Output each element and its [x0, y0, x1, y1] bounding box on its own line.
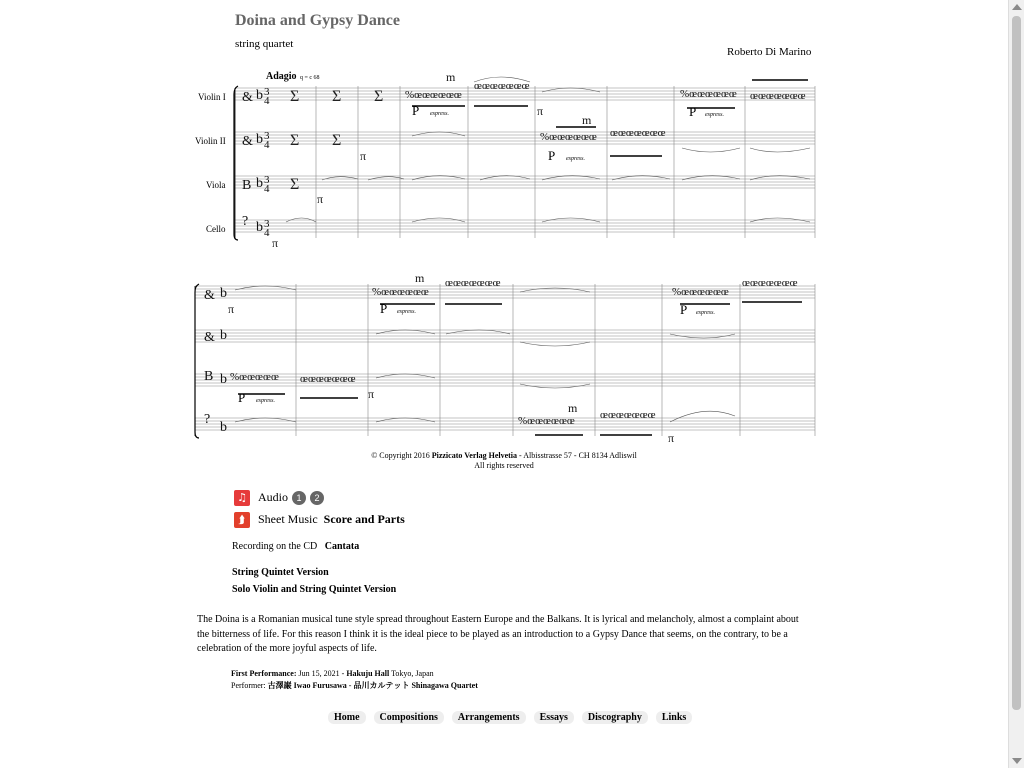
first-performance	[231, 668, 434, 680]
instrument-viola: Viola	[206, 180, 226, 190]
performance-city: Tokyo, Japan	[391, 669, 434, 678]
svg-text:%œœœœœœ: %œœœœœœ	[680, 88, 737, 100]
svg-text:&: &	[242, 90, 253, 105]
performer-separator: -	[348, 681, 352, 690]
dynamic-piano-6: P	[238, 390, 246, 405]
svg-text:&: &	[204, 330, 215, 345]
dynamic-piano-4: P	[380, 301, 388, 316]
score-and-parts-link[interactable]: Score and Parts	[323, 512, 405, 526]
svg-text:%œœœœœœ: %œœœœœœ	[672, 286, 729, 298]
scroll-up-arrow-icon[interactable]	[1012, 4, 1022, 10]
system-1	[235, 86, 815, 238]
svg-text:œœœœœœœ: œœœœœœœ	[300, 373, 356, 385]
audio-label: Audio	[258, 490, 288, 504]
svg-text:Σ: Σ	[290, 132, 300, 149]
svg-text:B: B	[204, 369, 214, 384]
nav-home[interactable]: Home	[328, 711, 366, 724]
svg-text:π: π	[228, 302, 235, 316]
svg-text:m: m	[582, 113, 592, 127]
pdf-icon[interactable]: ⮭	[234, 512, 250, 528]
dynamic-piano-5: P	[680, 302, 688, 317]
nav-essays[interactable]: Essays	[534, 711, 574, 724]
expression-4: espress.	[397, 309, 416, 315]
svg-text:3: 3	[264, 174, 270, 186]
svg-text:m: m	[415, 271, 425, 285]
publisher-name: Pizzicato Verlag Helvetia	[431, 451, 518, 460]
cd-link[interactable]: Cantata	[324, 541, 360, 552]
nav-arrangements[interactable]: Arrangements	[452, 711, 526, 724]
sheet-music-preview	[190, 64, 820, 444]
nav-compositions[interactable]: Compositions	[374, 711, 444, 724]
svg-text:4: 4	[264, 95, 270, 107]
footer-nav	[328, 711, 692, 724]
expression-3: espress.	[705, 112, 724, 118]
svg-text:π: π	[537, 104, 544, 118]
svg-text:œœœœœœœ: œœœœœœœ	[445, 277, 501, 289]
solo-violin-quintet-version-link[interactable]: Solo Violin and String Quintet Version	[232, 584, 397, 595]
svg-text:œœœœœœœ: œœœœœœœ	[750, 90, 806, 102]
svg-text:œœœœœœœ: œœœœœœœ	[600, 409, 656, 421]
svg-text:Σ: Σ	[332, 132, 342, 149]
performance-hall: Hakuju Hall	[346, 669, 390, 678]
performer-2: 品川カルテット Shinagawa Quartet	[353, 681, 478, 690]
svg-text:%œœœœœœ: %œœœœœœ	[372, 286, 429, 298]
expression-6: espress.	[256, 398, 275, 404]
expression-5: espress.	[696, 310, 715, 316]
svg-text:3: 3	[264, 130, 270, 142]
svg-text:œœœœœœœ: œœœœœœœ	[474, 80, 530, 92]
piece-title: Doina and Gypsy Dance	[235, 12, 400, 29]
svg-text:Σ: Σ	[290, 88, 300, 105]
svg-text:b: b	[220, 420, 227, 435]
svg-text:m: m	[568, 401, 578, 415]
svg-text:π: π	[272, 236, 279, 250]
svg-text:b: b	[256, 220, 263, 235]
system-2	[195, 284, 815, 436]
piece-description: The Doina is a Romanian musical tune style spread throughout Eastern Europe and the Balkans. It is lyrical and melancholy, almost a complaint about the bitterness of life. For this reason I think it is the ideal piece to be played as an introduction to a Gypsy Dance that seems, on the contrary, to be a celebration of the more joyful aspects of life.	[197, 614, 799, 654]
composer-name: Roberto Di Marino	[727, 46, 812, 58]
svg-text:œœœœœœœ: œœœœœœœ	[610, 127, 666, 139]
tempo-marking: Adagio	[266, 71, 297, 82]
audio-track-2-button[interactable]: 2	[310, 491, 324, 505]
svg-text:%œœœœœœ: %œœœœœœ	[540, 131, 597, 143]
tempo-metronome: q = c 68	[300, 75, 320, 81]
instrument-violin-2: Violin II	[195, 136, 226, 146]
performer-label: Performer:	[231, 681, 266, 690]
copyright-notice	[0, 451, 1008, 471]
svg-text:m: m	[446, 70, 456, 84]
instrument-violin-1: Violin I	[198, 92, 226, 102]
svg-text:π: π	[668, 431, 675, 444]
copyright-prefix: © Copyright 2016	[371, 451, 430, 460]
string-quintet-version-link[interactable]: String Quintet Version	[232, 567, 329, 578]
performance-date: Jun 15, 2021 -	[298, 669, 345, 678]
instrument-cello: Cello	[206, 224, 226, 234]
svg-text:4: 4	[264, 183, 270, 195]
svg-text:b: b	[220, 372, 227, 387]
svg-text:%œœœœœœ: %œœœœœœ	[405, 89, 462, 101]
svg-text:4: 4	[264, 139, 270, 151]
svg-text:Σ: Σ	[332, 88, 342, 105]
audio-track-1-button[interactable]: 1	[292, 491, 306, 505]
svg-text:œœœœœœœ: œœœœœœœ	[742, 277, 798, 289]
svg-text:?: ?	[242, 214, 249, 229]
nav-discography[interactable]: Discography	[582, 711, 648, 724]
dynamic-piano-2: P	[548, 148, 556, 163]
piece-subtitle: string quartet	[235, 38, 294, 50]
nav-links[interactable]: Links	[656, 711, 692, 724]
publisher-address: - Albisstrasse 57 - CH 8134 Adliswil	[519, 451, 637, 460]
svg-text:π: π	[368, 387, 375, 401]
expression-1: espress.	[430, 111, 449, 117]
vertical-scrollbar[interactable]	[1008, 0, 1024, 768]
svg-text:4: 4	[264, 227, 270, 239]
svg-text:b: b	[220, 328, 227, 343]
first-performance-label: First Performance:	[231, 669, 297, 678]
svg-text:π: π	[360, 149, 367, 163]
media-links	[234, 487, 405, 531]
svg-text:%œœœœœ: %œœœœœ	[230, 371, 279, 383]
dynamic-piano-3: P	[689, 104, 697, 119]
svg-text:3: 3	[264, 86, 270, 98]
recording-info	[232, 541, 359, 552]
svg-text:Σ: Σ	[374, 88, 384, 105]
recording-label: Recording on the CD	[232, 541, 318, 552]
svg-text:Σ: Σ	[290, 176, 300, 193]
svg-text:π: π	[317, 192, 324, 206]
sheet-music-label: Sheet Music	[258, 512, 318, 526]
svg-text:%œœœœœœ: %œœœœœœ	[518, 415, 575, 427]
svg-text:3: 3	[264, 218, 270, 230]
expression-2: espress.	[566, 156, 585, 162]
svg-text:b: b	[256, 132, 263, 147]
svg-text:b: b	[256, 88, 263, 103]
svg-text:&: &	[242, 134, 253, 149]
svg-text:?: ?	[204, 412, 211, 427]
copyright-rights: All rights reserved	[474, 461, 534, 470]
music-note-icon[interactable]: ♫	[234, 490, 250, 506]
performers	[231, 680, 478, 692]
audio-row	[234, 487, 405, 508]
scrollbar-thumb[interactable]	[1012, 16, 1021, 710]
dynamic-piano-1: P	[412, 103, 420, 118]
scroll-down-arrow-icon[interactable]	[1012, 758, 1022, 764]
svg-text:&: &	[204, 288, 215, 303]
sheet-music-row	[234, 509, 405, 530]
svg-text:b: b	[220, 286, 227, 301]
performer-1: 古澤巌 Iwao Furusawa	[267, 681, 347, 690]
svg-text:B: B	[242, 178, 252, 193]
svg-text:b: b	[256, 176, 263, 191]
